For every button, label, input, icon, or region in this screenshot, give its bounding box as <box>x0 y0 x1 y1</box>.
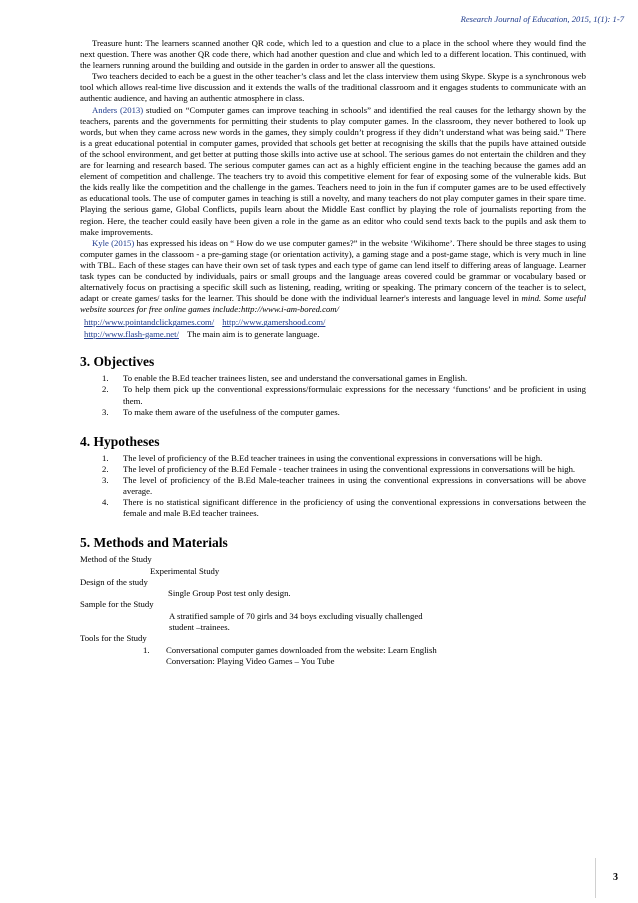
hypothesis-number: 2. <box>102 463 109 474</box>
hypothesis-item <box>80 464 586 475</box>
objective-number: 1. <box>102 373 109 384</box>
hypothesis-item <box>80 453 586 464</box>
hypothesis-number: 3. <box>102 474 109 485</box>
sample-value-line2: student –trainees. <box>169 622 230 633</box>
hypothesis-number: 4. <box>102 497 109 508</box>
design-value: Single Group Post test only design. <box>168 588 291 599</box>
method-value: Experimental Study <box>150 565 220 576</box>
paragraph-skype: Two teachers decided to each be a guest in the other teacher’s class and let the class interview them using Skype. Skype is a synchronous web tool which allows real-time live discussion and it extends the walls of the traditional classroom and it engages students to communicate with an authentic audience, and having an authentic atmosphere in class. <box>80 71 586 104</box>
method-label: Method of the Study <box>80 554 152 565</box>
paragraph-kyle <box>80 238 586 316</box>
website-links <box>84 317 586 340</box>
methods-section <box>80 554 586 667</box>
objective-item <box>80 384 586 406</box>
sample-value-line1: A stratified sample of 70 girls and 34 boys excluding visually challenged <box>169 610 423 621</box>
objective-text: To help them pick up the conventional expressions/formulaic expressions for the necessary ‘functions’ and be proficient in using them. <box>123 384 586 406</box>
paragraph-anders-text: studied on “Computer games can improve teaching in schools” and identified the real causes for the lethargy shown by the teachers, parents and the governments for permitting their students to play computer games. In the classroom, they never bothered to look up words, but when they came across new words in the games, they simply couldn’t progress if they didn’t understand what was being said.” There is a great educational potential in computer games, provided that schools get better at recognising the skills that the pupils have attained outside of the school environment, and get better at putting those skills into active use at school. The serious games do not entertain the children and they are for learning and research based. The serious computer games can act as a highly efficient engine in the teaching because the games add an element of competition and challenge. The teachers try to avoid this competitive element for fear of exposing some of the vulnerable kids. But the kids really like the competition and the challenge in the games. Teachers need to join in the fun if computer games are to be used effectively as educational tools. The use of computer games in teaching is still a novelty, and many teachers do not play computer games in their spare time. Playing the serious game, Global Conflicts, pupils learn about the Middle East conflict by playing the role of journalists reporting from the region. Here, the teacher could easily have been given a role in the game as an editor who could send texts back to the pupils and ask them to make improvements. <box>80 104 586 237</box>
hypothesis-text: The level of proficiency of the B.Ed Female - teacher trainees in using the conventional expressions in conversations will be high. <box>123 463 576 474</box>
objective-item <box>80 373 586 384</box>
link-gamershood[interactable]: http://www.gamershood.com/ <box>222 317 326 328</box>
heading-methods: 5. Methods and Materials <box>80 535 228 551</box>
hypothesis-text: The level of proficiency of the B.Ed teacher trainees in using the conventional expressions in conversations will be high. <box>123 452 543 463</box>
objective-text: To make them aware of the usefulness of the computer games. <box>123 406 340 417</box>
hypotheses-list <box>80 453 586 520</box>
design-label: Design of the study <box>80 576 148 587</box>
page-content <box>80 38 586 667</box>
objective-number: 2. <box>102 384 109 395</box>
tools-label: Tools for the Study <box>80 633 147 644</box>
journal-citation: , 2015, 1(1): 1-7 <box>567 14 624 24</box>
paragraph-kyle-text: has expressed his ideas on “ How do we use computer games?” in the website ‘Wikihome’. There should be three stages to using computer games in the classoom - a pre-gaming stage (or orientation activity), a gaming stage and a post-game stage, which is very much in line with TBL. Each of these stages can have their own set of task types and each type of game can lend itself to differing areas of language. Learner task types can be conducted by individuals, pairs or small groups and the language areas covered could be grammar or vocabulary based or alternatively focus on practising a specific skill such as listening, reading, writing or speaking. The primary concern of the teacher is to select, adapt or create games/ tasks for the learner. This should be done with the individual learner's interests and language level in <box>80 237 586 304</box>
running-header <box>461 14 624 24</box>
links-tail-text: The main aim is to generate language. <box>186 328 320 339</box>
citation-kyle[interactable]: Kyle (2015) <box>92 237 135 248</box>
paragraph-kyle-italic: mind. Some useful website sources for free online games include:http://www.i-am-bored.com/ <box>80 293 586 315</box>
hypothesis-item <box>80 497 586 519</box>
hypothesis-text: The level of proficiency of the B.Ed Male-teacher trainees in using the conventional expressions in conversations will be above average. <box>123 474 586 496</box>
link-flash-game[interactable]: http://www.flash-game.net/ <box>84 328 179 339</box>
tool-number: 1. <box>143 644 150 655</box>
hypothesis-item <box>80 475 586 497</box>
paragraph-anders <box>80 105 586 238</box>
tool-line1: Conversational computer games downloaded from the website: Learn English <box>166 644 437 655</box>
journal-name: Research Journal of Education <box>460 14 568 24</box>
hypothesis-number: 1. <box>102 452 109 463</box>
tool-item <box>80 645 586 656</box>
link-pointandclickgames[interactable]: http://www.pointandclickgames.com/ <box>84 317 215 328</box>
objective-number: 3. <box>102 406 109 417</box>
footer-divider <box>595 858 596 898</box>
page-number: 3 <box>613 872 618 883</box>
tool-line2: Conversation: Playing Video Games – You Tube <box>166 655 335 666</box>
heading-objectives: 3. Objectives <box>80 354 155 370</box>
heading-hypotheses: 4. Hypotheses <box>80 433 160 449</box>
objectives-list <box>80 373 586 417</box>
paragraph-treasure-hunt: Treasure hunt: The learners scanned another QR code, which led to a question and clue to a place in the school where they would find the next question. There was another QR code there, which had another question and clue and which led to a different location. This continued, with the learners running around the building and outside in the garden in order to answer all the questions. <box>80 38 586 71</box>
objective-item <box>80 407 586 418</box>
tool-item-cont <box>80 656 586 667</box>
hypothesis-text: There is no statistical significant difference in the proficiency of using the conventional expressions in conversations between the female and male B.Ed teacher trainees. <box>123 497 586 519</box>
objective-text: To enable the B.Ed teacher trainees listen, see and understand the conversational games in English. <box>123 373 468 384</box>
sample-label: Sample for the Study <box>80 599 154 610</box>
citation-anders[interactable]: Anders (2013) <box>92 104 144 115</box>
